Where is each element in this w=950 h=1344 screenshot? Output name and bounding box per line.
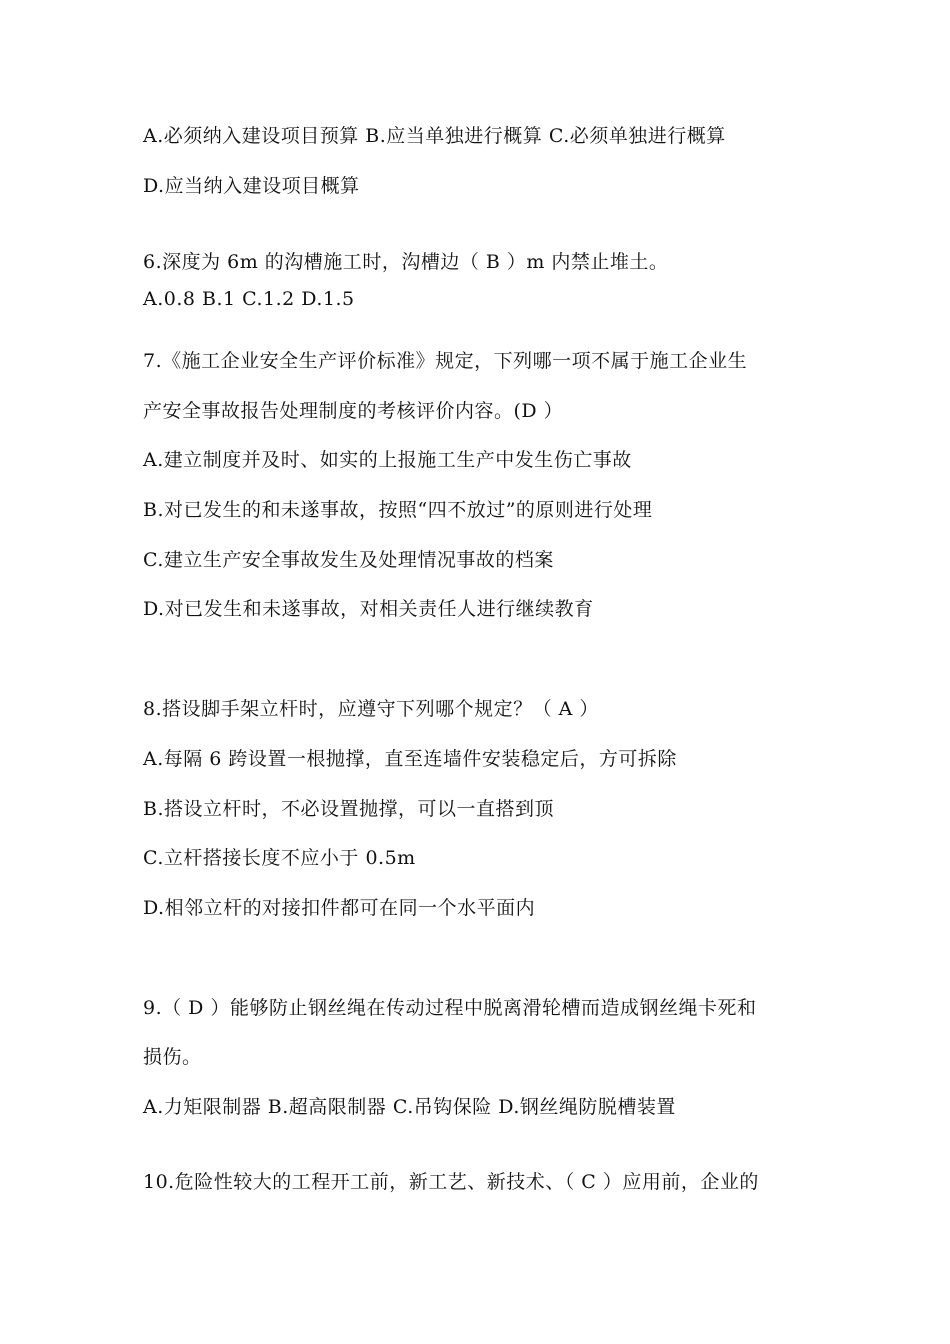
q7-option-b: B.对已发生的和未遂事故，按照“四不放过”的原则进行处理 — [143, 499, 653, 521]
q8-option-a: A.每隔 6 跨设置一根抛撑，直至连墙件安装稳定后，方可拆除 — [143, 748, 677, 770]
q9-question-line-2: 损伤。 — [143, 1046, 202, 1068]
q6-question: 6.深度为 6m 的沟槽施工时，沟槽边（ B ）m 内禁止堆土。 — [143, 251, 669, 273]
q5-options-line-2: D.应当纳入建设项目概算 — [143, 175, 360, 197]
q6-options: A.0.8 B.1 C.1.2 D.1.5 — [143, 288, 355, 310]
q7-option-c: C.建立生产安全事故发生及处理情况事故的档案 — [143, 549, 554, 571]
q8-question: 8.搭设脚手架立杆时，应遵守下列哪个规定？（ A ） — [143, 698, 599, 720]
q7-option-d: D.对已发生和未遂事故，对相关责任人进行继续教育 — [143, 598, 594, 620]
q7-option-a: A.建立制度并及时、如实的上报施工生产中发生伤亡事故 — [143, 449, 632, 471]
q10-question-line-1: 10.危险性较大的工程开工前，新工艺、新技术、（ C ）应用前，企业的 — [143, 1171, 759, 1193]
q8-option-c: C.立杆搭接长度不应小于 0.5m — [143, 847, 416, 869]
q5-options-line-1: A.必须纳入建设项目预算 B.应当单独进行概算 C.必须单独进行概算 — [143, 125, 726, 147]
q9-question-line-1: 9.（ D ）能够防止钢丝绳在传动过程中脱离滑轮槽而造成钢丝绳卡死和 — [143, 997, 757, 1019]
q7-question-line-1: 7.《施工企业安全生产评价标准》规定，下列哪一项不属于施工企业生 — [143, 350, 748, 372]
q7-question-line-2: 产安全事故报告处理制度的考核评价内容。(D ） — [143, 400, 564, 422]
q8-option-d: D.相邻立杆的对接扣件都可在同一个水平面内 — [143, 897, 536, 919]
q8-option-b: B.搭设立杆时，不必设置抛撑，可以一直搭到顶 — [143, 798, 555, 820]
q9-options: A.力矩限制器 B.超高限制器 C.吊钩保险 D.钢丝绳防脱槽装置 — [143, 1096, 676, 1118]
